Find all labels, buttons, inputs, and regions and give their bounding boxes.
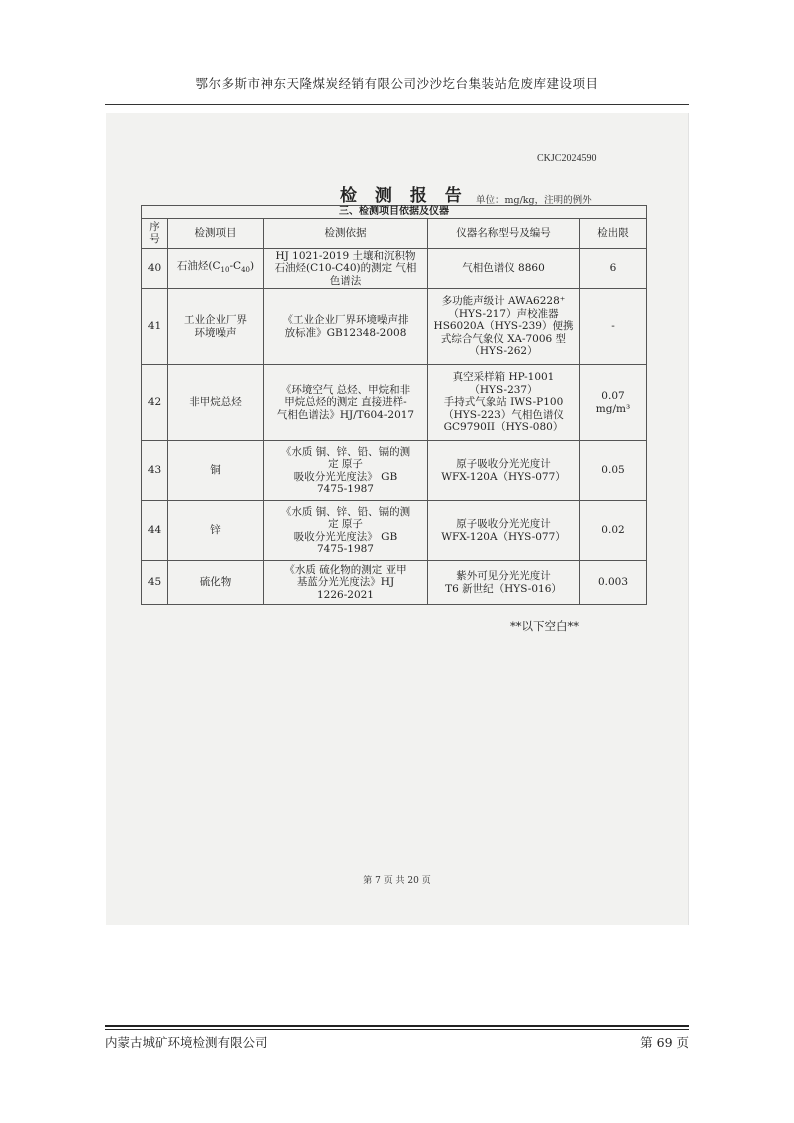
item-line: 硫化物	[199, 576, 232, 589]
column-header-item: 检测项目	[168, 219, 264, 249]
table-row	[142, 249, 647, 289]
inner-page-number: 第 7 页 共 20 页	[363, 876, 431, 886]
item-part: 石油烃(C	[176, 260, 221, 273]
item-cell	[168, 249, 264, 289]
basis-line: 色谱法	[329, 274, 362, 287]
row-number-text: 45	[147, 576, 162, 589]
report-number: CKJC2024590	[537, 153, 597, 164]
detection-basis-table	[141, 205, 647, 605]
limit-line: 6	[609, 262, 617, 275]
blank-note: **以下空白**	[510, 619, 579, 633]
table-row	[142, 561, 647, 605]
basis-line: 《水质 铜、锌、铅、镉的测	[280, 505, 411, 518]
basis-cell	[264, 561, 428, 605]
instrument-line: 真空采样箱 HP-1001	[452, 371, 555, 384]
basis-line: 放标准》GB12348-2008	[284, 326, 407, 339]
item-text	[176, 260, 255, 275]
limit-line: mg/m³	[595, 402, 631, 415]
item-line: 工业企业厂界	[184, 314, 247, 326]
item-cell	[168, 365, 264, 441]
basis-line: 吸收分光光度法》 GB	[293, 530, 398, 543]
limit-cell	[580, 561, 647, 605]
item-cell	[168, 561, 264, 605]
item-part: 10	[220, 266, 230, 275]
instrument-line: HS6020A（HYS-239）便携	[433, 320, 574, 333]
row-number-text: 44	[147, 524, 162, 537]
instrument-line: WFX-120A（HYS-077）	[441, 470, 566, 483]
column-header-limit: 检出限	[580, 219, 647, 249]
basis-line: 1226-2021	[317, 588, 374, 601]
column-header	[142, 219, 168, 249]
table-row	[142, 289, 647, 365]
table-body	[142, 249, 647, 605]
column-header-basis: 检测依据	[264, 219, 428, 249]
instrument-cell	[428, 289, 580, 365]
item-cell	[168, 441, 264, 501]
item-part: -C	[229, 260, 242, 273]
basis-line: 定 原子	[328, 518, 363, 530]
row-number	[142, 441, 168, 501]
limit-cell	[580, 441, 647, 501]
basis-line: 吸收分光光度法》 GB	[293, 470, 398, 483]
section-title: 三、检测项目依据及仪器	[142, 206, 647, 219]
basis-line: 气相色谱法》HJ/T604-2017	[276, 408, 415, 421]
basis-line: HJ 1021-2019 土壤和沉积物	[275, 249, 416, 262]
instrument-line: 手持式气象站 IWS-P100	[443, 396, 564, 409]
basis-cell	[264, 441, 428, 501]
limit-cell	[580, 249, 647, 289]
limit-line: -	[611, 320, 615, 333]
basis-line: 7475-1987	[317, 483, 374, 495]
instrument-line: （HYS-217）声校准器	[448, 307, 559, 320]
item-line: 非甲烷总烃	[189, 396, 242, 409]
report-title: 检 测 报 告	[340, 186, 468, 206]
limit-cell	[580, 289, 647, 365]
limit-cell	[580, 501, 647, 561]
basis-cell	[264, 289, 428, 365]
row-number-text: 41	[147, 320, 162, 333]
basis-line: 《工业企业厂界环境噪声排	[282, 314, 409, 326]
instrument-line: （HYS-237）	[469, 383, 538, 396]
unit-note: 单位：mg/kg，注明的例外	[476, 195, 592, 206]
limit-line: 0.003	[597, 576, 629, 589]
instrument-line: 式综合气象仪 XA-7006 型	[440, 332, 567, 345]
row-number	[142, 561, 168, 605]
item-line: 环境噪声	[194, 326, 237, 339]
row-number-text: 42	[147, 396, 162, 409]
item-line: 铜	[210, 464, 221, 477]
limit-line: 0.07	[601, 390, 625, 402]
table-row	[142, 501, 647, 561]
footer-company: 内蒙古城矿环境检测有限公司	[105, 1035, 268, 1050]
basis-line: 《环境空气 总烃、甲烷和非	[280, 383, 411, 396]
header-rule	[105, 104, 689, 105]
basis-line: 基蓝分光光度法》HJ	[296, 576, 395, 589]
instrument-line: 气相色谱仪 8860	[462, 262, 545, 275]
basis-line: 石油烃(C10-C40)的测定 气相	[274, 262, 417, 275]
instrument-cell	[428, 249, 580, 289]
basis-cell	[264, 501, 428, 561]
instrument-line: 原子吸收分光光度计	[456, 458, 551, 470]
limit-cell	[580, 365, 647, 441]
basis-line: 《水质 铜、锌、铅、镉的测	[280, 445, 411, 458]
instrument-line: GC9790II（HYS-080）	[443, 421, 564, 434]
limit-line: 0.02	[601, 524, 625, 537]
row-number	[142, 249, 168, 289]
row-number	[142, 501, 168, 561]
row-number-text: 43	[147, 464, 162, 477]
page-header: 鄂尔多斯市神东天隆煤炭经销有限公司沙沙圪台集装站危废库建设项目	[195, 76, 599, 91]
instrument-cell	[428, 561, 580, 605]
basis-line: 《水质 硫化物的测定 亚甲	[284, 563, 407, 576]
table-row	[142, 441, 647, 501]
basis-cell	[264, 365, 428, 441]
table-row	[142, 365, 647, 441]
row-number-text: 40	[147, 262, 162, 275]
instrument-line: WFX-120A（HYS-077）	[441, 530, 566, 543]
basis-line: 甲烷总烃的测定 直接进样-	[284, 396, 407, 409]
row-number	[142, 289, 168, 365]
limit-line: 0.05	[601, 464, 625, 477]
instrument-line: 原子吸收分光光度计	[456, 518, 551, 530]
footer-rule	[105, 1025, 689, 1027]
column-header-instrument: 仪器名称型号及编号	[428, 219, 580, 249]
instrument-cell	[428, 365, 580, 441]
footer-page-number: 第 69 页	[640, 1035, 689, 1050]
item-part: 40	[241, 266, 250, 275]
item-part: )	[249, 260, 255, 273]
instrument-line: （HYS-262）	[469, 345, 538, 358]
instrument-line: 多功能声级计 AWA6228⁺	[441, 295, 566, 308]
column-header-no: 序号	[149, 221, 160, 246]
basis-line: 7475-1987	[317, 543, 374, 555]
instrument-line: T6 新世纪（HYS-016）	[445, 582, 562, 595]
item-line: 锌	[210, 524, 221, 537]
item-cell	[168, 501, 264, 561]
row-number	[142, 365, 168, 441]
instrument-cell	[428, 501, 580, 561]
instrument-line: 紫外可见分光光度计	[456, 570, 551, 582]
item-cell	[168, 289, 264, 365]
basis-line: 定 原子	[328, 458, 363, 470]
footer-rule-thin	[105, 1029, 689, 1030]
instrument-cell	[428, 441, 580, 501]
instrument-line: （HYS-223）气相色谱仪	[443, 408, 564, 421]
basis-cell	[264, 249, 428, 289]
